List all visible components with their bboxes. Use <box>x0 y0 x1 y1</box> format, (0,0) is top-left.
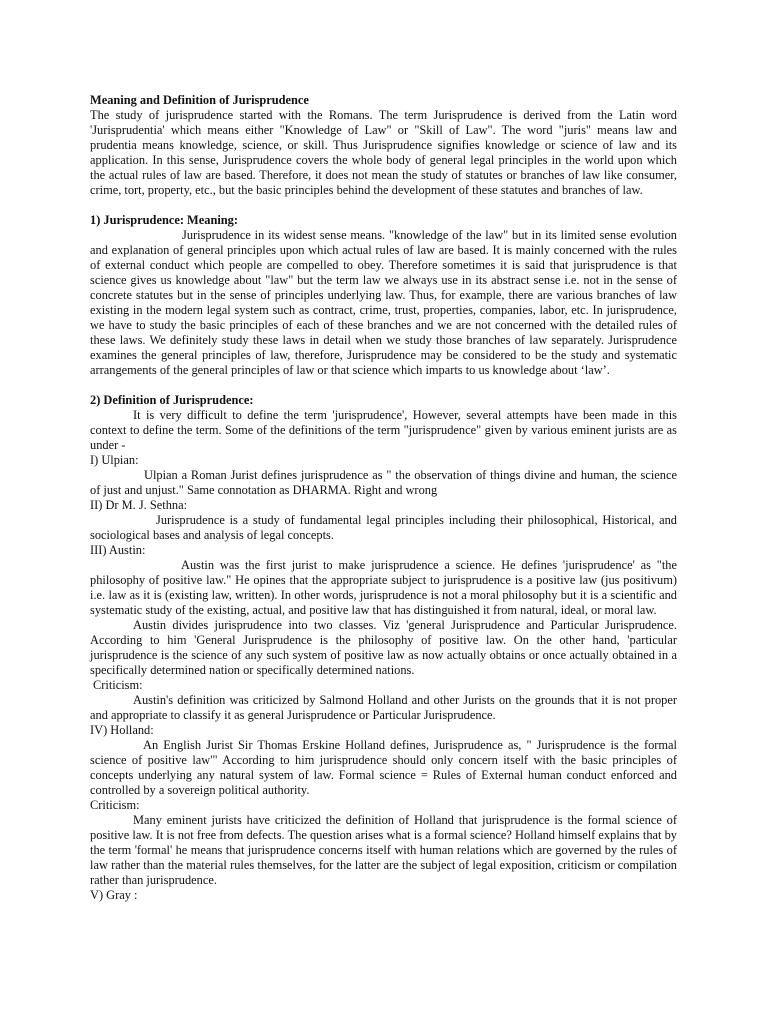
holland-criticism-label: Criticism: <box>90 798 140 812</box>
austin-criticism-text: Austin's definition was criticized by Salmond Holland and other Jurists on the grounds that it is not proper and appropriate to classify it as general Jurisprudence or Particular Jurisprudence. <box>90 693 677 722</box>
section2-intro: It is very difficult to define the term 'jurisprudence', However, several attempts have been made in this context to define the term. Some of the definitions of the term "jurisprudence" given by various eminent jurists are as under - <box>90 408 677 452</box>
austin-text-1: Austin was the first jurist to make jurisprudence a science. He defines 'jurisprudence' as "the philosophy of positive law." He opines that the appropriate subject to jurisprudence is a positive law (jus positivum) i.e. law as it is (existing law, written). In other words, jurisprudence is not a moral philosophy but it is a scientific and systematic study of the existing, actual, and positive law that has distinguished it from natural, ideal, or moral law. <box>90 558 677 617</box>
holland-text: An English Jurist Sir Thomas Erskine Holland defines, Jurisprudence as, " Jurisprudence is the formal science of positive law'" According to him jurisprudence should only concern itself with the basic principles of concepts underlying any natural system of law. Formal science = Rules of External human conduct enforced and controlled by a sovereign political authority. <box>90 738 677 797</box>
ulpian-text: Ulpian a Roman Jurist defines jurisprudence as " the observation of things divine and human, the science of just and unjust." Same connotation as DHARMA. Right and wrong <box>90 468 677 497</box>
holland-label: IV) Holland: <box>90 723 154 737</box>
austin-text-2: Austin divides jurisprudence into two classes. Viz 'general Jurisprudence and Particular Jurisprudence. According to him 'General Jurisprudence is the philosophy of positive law. On the other hand, 'particular jurisprudence is the science of any such system of positive law as now actually obtains or once actually obtained in a specifically determined nation or specifically determined nations. <box>90 618 677 677</box>
austin-criticism-label: Criticism: <box>93 678 143 692</box>
holland-criticism-text: Many eminent jurists have criticized the definition of Holland that jurisprudence is the formal science of positive law. It is not free from defects. The question arises what is a formal science? Holland himself explains that by the term 'formal' he means that jurisprudence concerns itself with human relations which are governed by the rules of law rather than the material rules themselves, for the latter are the subject of legal exposition, criticism or compilation rather than jurisprudence. <box>90 813 677 887</box>
spacer <box>90 198 677 213</box>
sethna-text: Jurisprudence is a study of fundamental legal principles including their philosophical, Historical, and sociological bases and analysis of legal concepts. <box>90 513 677 542</box>
intro-paragraph: The study of jurisprudence started with the Romans. The term Jurisprudence is derived from the Latin word 'Jurisprudentia' which means either "Knowledge of Law" or "Skill of Law". The word "juris" means law and prudentia means knowledge, science, or skill. Thus Jurisprudence signifies knowledge or science of law and its application. In this sense, Jurisprudence covers the whole body of general legal principles in the world upon which the actual rules of law are based. Therefore, it does not mean the study of statutes or branches of law like consumer, crime, tort, property, etc., but the basic principles behind the development of these statutes and branches of law. <box>90 108 677 197</box>
section1-heading: 1) Jurisprudence: Meaning: <box>90 213 238 227</box>
ulpian-label: I) Ulpian: <box>90 453 139 467</box>
section2-heading: 2) Definition of Jurisprudence: <box>90 393 254 407</box>
sethna-label: II) Dr M. J. Sethna: <box>90 498 188 512</box>
gray-label: V) Gray : <box>90 888 138 902</box>
spacer <box>90 378 677 393</box>
austin-label: III) Austin: <box>90 543 146 557</box>
document-title: Meaning and Definition of Jurisprudence <box>90 93 309 107</box>
section1-body: Jurisprudence in its widest sense means. "knowledge of the law" but in its limited sense evolution and explanation of general principles upon which actual rules of law are based. It is mainly concerned with the rules of external conduct which people are compelled to obey. Therefore sometimes it is said that jurisprudence is that science gives us knowledge about "law" but the term law we always use in its abstract sense i.e. not in the sense of concrete statutes but in the sense of principles underlying law. Thus, for example, there are various branches of law existing in the modern legal system such as contract, crime, trust, properties, companies, labor, etc. In jurisprudence, we have to study the basic principles of each of these branches and we are not concerned with the detailed rules of these laws. We definitely study these laws in detail when we study those branches of law separately. Jurisprudence examines the general principles of law, therefore, Jurisprudence may be considered to be the study and systematic arrangements of the general principles of law or that science which imparts to us knowledge about ‘law’. <box>90 228 677 377</box>
